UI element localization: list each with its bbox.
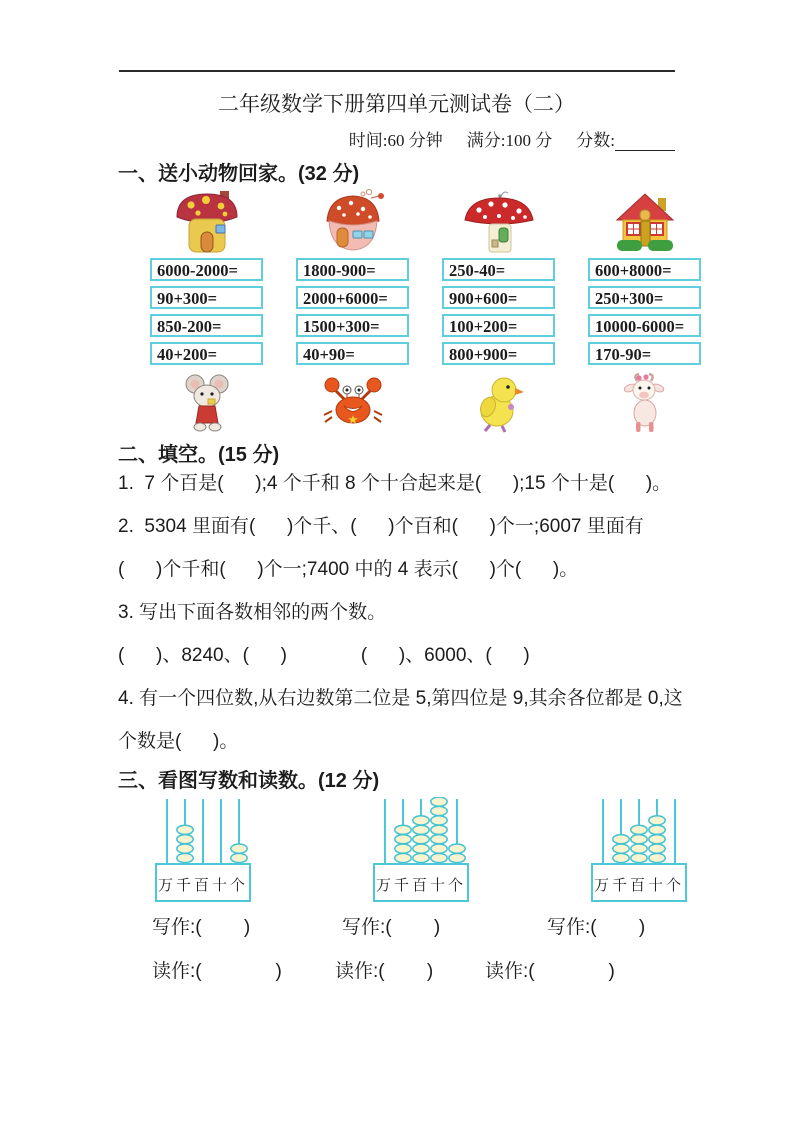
read-label-3: 读作:( ) (485, 961, 615, 982)
top-divider (119, 70, 675, 72)
mouse-icon (150, 373, 263, 433)
abacus-2 (371, 797, 471, 904)
section2-heading: 二、填空。(15 分) (118, 444, 280, 466)
expression-box: 250+300= (588, 286, 701, 309)
expression-box: 1500+300= (296, 314, 409, 337)
read-answer-row (152, 950, 615, 993)
read-label-1: 读作:( ) (152, 961, 282, 982)
question-line-2b: ( )个千和( )个一;7400 中的 4 表示( )个( )。 (118, 559, 579, 580)
expression-box: 900+600= (442, 286, 555, 309)
fill-in-blank-questions (118, 462, 778, 763)
expression-box: 6000-2000= (150, 258, 263, 281)
write-label-3: 写作:( ) (547, 917, 646, 938)
svg-text:万千百十个: 万千百十个 (375, 878, 467, 894)
expression-box: 850-200= (150, 314, 263, 337)
question-line-3a: 3. 写出下面各数相邻的两个数。 (118, 602, 387, 623)
abacus-3 (589, 797, 689, 904)
mushroom-house-pink-icon (296, 186, 409, 254)
expression-box: 40+200= (150, 342, 263, 365)
exam-meta (118, 126, 675, 151)
match-column-1 (150, 186, 263, 433)
question-line-4b: 个数是( )。 (118, 731, 239, 752)
matching-grid (150, 186, 701, 433)
section1-heading: 一、送小动物回家。(32 分) (118, 163, 360, 185)
expression-box: 10000-6000= (588, 314, 701, 337)
meta-score-label: 分数: (576, 131, 615, 150)
write-answer-row (152, 906, 645, 949)
crab-icon (296, 373, 409, 433)
question-line-4a: 4. 有一个四位数,从右边数第二位是 5,第四位是 9,其余各位都是 0,这 (118, 688, 683, 709)
question-line-2a: 2. 5304 里面有( )个千、( )个百和( )个一;6007 里面有 (118, 516, 644, 537)
match-column-3 (442, 186, 555, 433)
duckling-icon (442, 373, 555, 433)
mushroom-house-yellow-icon (150, 186, 263, 254)
expression-box: 90+300= (150, 286, 263, 309)
write-label-1: 写作:( ) (152, 917, 251, 938)
cottage-house-icon (588, 186, 701, 254)
toadstool-mushroom-icon (442, 186, 555, 254)
score-blank-line (615, 133, 675, 151)
section3-heading: 三、看图写数和读数。(12 分) (118, 770, 380, 792)
expression-box: 600+8000= (588, 258, 701, 281)
match-column-2 (296, 186, 409, 433)
page-title: 二年级数学下册第四单元测试卷（二） (218, 92, 575, 116)
goat-icon (588, 373, 701, 433)
expression-box: 40+90= (296, 342, 409, 365)
write-label-2: 写作:( ) (342, 917, 441, 938)
meta-full-score: 满分:100 分 (466, 131, 553, 150)
meta-time: 时间:60 分钟 (348, 131, 443, 150)
abacus-1 (153, 797, 253, 904)
svg-text:万千百十个: 万千百十个 (593, 878, 685, 894)
expression-box: 1800-900= (296, 258, 409, 281)
expression-box: 2000+6000= (296, 286, 409, 309)
abacus-row (153, 797, 689, 904)
svg-text:万千百十个: 万千百十个 (157, 878, 249, 894)
expression-box: 250-40= (442, 258, 555, 281)
expression-box: 100+200= (442, 314, 555, 337)
question-line-3b: ( )、8240、( ) ( )、6000、( ) (118, 645, 530, 666)
match-column-4 (588, 186, 701, 433)
read-label-2: 读作:( ) (335, 961, 434, 982)
expression-box: 170-90= (588, 342, 701, 365)
question-line-1: 1. 7 个百是( );4 个千和 8 个十合起来是( );15 个十是( )。 (118, 473, 672, 494)
expression-box: 800+900= (442, 342, 555, 365)
